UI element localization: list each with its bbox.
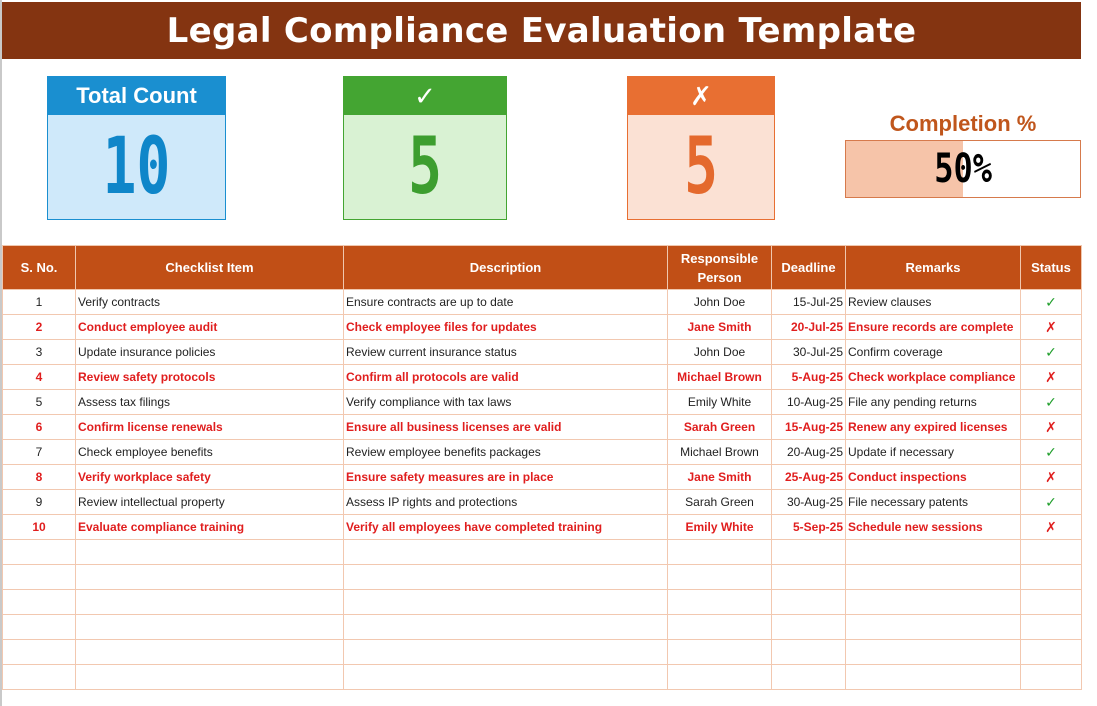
- table-row: [3, 515, 1082, 540]
- check-icon: ✓: [1045, 443, 1057, 460]
- empty-row: [3, 590, 1082, 615]
- empty-cell[interactable]: [76, 640, 344, 665]
- cell-status[interactable]: [1021, 290, 1082, 315]
- pending-count-value: 5: [684, 122, 718, 212]
- empty-cell[interactable]: [772, 540, 846, 565]
- cell-status[interactable]: [1021, 340, 1082, 365]
- empty-cell[interactable]: [846, 640, 1021, 665]
- table-row: [3, 365, 1082, 390]
- cell-responsible-person[interactable]: Jane Smith: [668, 465, 772, 490]
- empty-cell[interactable]: [3, 640, 76, 665]
- cell-status[interactable]: [1021, 490, 1082, 515]
- cross-icon: ✗: [1045, 418, 1057, 435]
- empty-cell[interactable]: [3, 590, 76, 615]
- cell-description[interactable]: Confirm all protocols are valid: [344, 365, 668, 390]
- cell-sno[interactable]: 6: [3, 415, 76, 440]
- cell-checklist-item[interactable]: Review safety protocols: [76, 365, 344, 390]
- empty-cell[interactable]: [1021, 540, 1082, 565]
- pending-count-card: [627, 76, 775, 220]
- header-responsible-person[interactable]: Responsible Person: [668, 246, 772, 290]
- cell-status[interactable]: [1021, 365, 1082, 390]
- cross-icon: ✗: [1045, 318, 1057, 335]
- table-row: [3, 315, 1082, 340]
- empty-cell[interactable]: [846, 565, 1021, 590]
- empty-row: [3, 615, 1082, 640]
- cell-sno[interactable]: 1: [3, 290, 76, 315]
- empty-cell[interactable]: [668, 665, 772, 690]
- cell-description[interactable]: Ensure safety measures are in place: [344, 465, 668, 490]
- cell-responsible-person[interactable]: Emily White: [668, 515, 772, 540]
- completed-count-card: [343, 76, 507, 220]
- table-row: [3, 465, 1082, 490]
- empty-cell[interactable]: [344, 590, 668, 615]
- cell-status[interactable]: [1021, 315, 1082, 340]
- cell-description[interactable]: Verify all employees have completed training: [344, 515, 668, 540]
- empty-cell[interactable]: [344, 540, 668, 565]
- cell-checklist-item[interactable]: Verify workplace safety: [76, 465, 344, 490]
- table-row: [3, 490, 1082, 515]
- empty-cell[interactable]: [772, 665, 846, 690]
- empty-cell[interactable]: [772, 590, 846, 615]
- empty-row: [3, 640, 1082, 665]
- empty-row: [3, 665, 1082, 690]
- check-icon: ✓: [1045, 393, 1057, 410]
- empty-cell[interactable]: [1021, 565, 1082, 590]
- cell-sno[interactable]: 8: [3, 465, 76, 490]
- table-row: [3, 340, 1082, 365]
- cell-checklist-item[interactable]: Verify contracts: [76, 290, 344, 315]
- empty-cell[interactable]: [772, 565, 846, 590]
- cell-deadline[interactable]: 5-Aug-25: [772, 365, 846, 390]
- empty-cell[interactable]: [3, 540, 76, 565]
- cell-checklist-item[interactable]: Review intellectual property: [76, 490, 344, 515]
- page-title: Legal Compliance Evaluation Template: [2, 2, 1081, 59]
- cell-remarks[interactable]: Schedule new sessions: [846, 515, 1021, 540]
- empty-cell[interactable]: [76, 665, 344, 690]
- empty-cell[interactable]: [1021, 665, 1082, 690]
- cell-description[interactable]: Review current insurance status: [344, 340, 668, 365]
- empty-cell[interactable]: [668, 590, 772, 615]
- cell-status[interactable]: [1021, 465, 1082, 490]
- cell-responsible-person[interactable]: Sarah Green: [668, 415, 772, 440]
- cell-deadline[interactable]: 20-Jul-25: [772, 315, 846, 340]
- cell-description[interactable]: Ensure all business licenses are valid: [344, 415, 668, 440]
- cell-status[interactable]: [1021, 440, 1082, 465]
- cell-checklist-item[interactable]: Update insurance policies: [76, 340, 344, 365]
- cell-description[interactable]: Verify compliance with tax laws: [344, 390, 668, 415]
- cross-icon: ✗: [628, 77, 774, 115]
- empty-cell[interactable]: [668, 565, 772, 590]
- empty-cell[interactable]: [344, 640, 668, 665]
- completion-progress-bar: [845, 140, 1081, 198]
- cell-remarks[interactable]: Update if necessary: [846, 440, 1021, 465]
- cell-description[interactable]: Check employee files for updates: [344, 315, 668, 340]
- cell-deadline[interactable]: 10-Aug-25: [772, 390, 846, 415]
- cell-sno[interactable]: 10: [3, 515, 76, 540]
- empty-row: [3, 540, 1082, 565]
- cell-status[interactable]: [1021, 390, 1082, 415]
- total-count-value: 10: [102, 122, 171, 212]
- cell-sno[interactable]: 2: [3, 315, 76, 340]
- cell-remarks[interactable]: File any pending returns: [846, 390, 1021, 415]
- empty-cell[interactable]: [668, 540, 772, 565]
- header-sno[interactable]: S. No.: [3, 246, 76, 290]
- cell-checklist-item[interactable]: Check employee benefits: [76, 440, 344, 465]
- cell-deadline[interactable]: 15-Aug-25: [772, 415, 846, 440]
- table-row: [3, 415, 1082, 440]
- cell-remarks[interactable]: Conduct inspections: [846, 465, 1021, 490]
- cell-responsible-person[interactable]: Michael Brown: [668, 365, 772, 390]
- empty-cell[interactable]: [344, 615, 668, 640]
- cell-checklist-item[interactable]: Assess tax filings: [76, 390, 344, 415]
- empty-row: [3, 565, 1082, 590]
- checklist-table: [2, 245, 1082, 690]
- cell-deadline[interactable]: 5-Sep-25: [772, 515, 846, 540]
- cell-responsible-person[interactable]: John Doe: [668, 290, 772, 315]
- header-checklist-item[interactable]: Checklist Item: [76, 246, 344, 290]
- empty-cell[interactable]: [772, 640, 846, 665]
- check-icon: ✓: [344, 77, 506, 115]
- cell-checklist-item[interactable]: Confirm license renewals: [76, 415, 344, 440]
- cell-remarks[interactable]: Review clauses: [846, 290, 1021, 315]
- cell-remarks[interactable]: Renew any expired licenses: [846, 415, 1021, 440]
- cell-deadline[interactable]: 20-Aug-25: [772, 440, 846, 465]
- cell-deadline[interactable]: 30-Aug-25: [772, 490, 846, 515]
- cell-deadline[interactable]: 15-Jul-25: [772, 290, 846, 315]
- cell-sno[interactable]: 9: [3, 490, 76, 515]
- empty-cell[interactable]: [1021, 590, 1082, 615]
- cell-remarks[interactable]: Check workplace compliance: [846, 365, 1021, 390]
- table-row: [3, 290, 1082, 315]
- table-row: [3, 440, 1082, 465]
- empty-cell[interactable]: [772, 615, 846, 640]
- cell-responsible-person[interactable]: Michael Brown: [668, 440, 772, 465]
- table-row: [3, 390, 1082, 415]
- empty-cell[interactable]: [668, 640, 772, 665]
- cell-remarks[interactable]: Ensure records are complete: [846, 315, 1021, 340]
- total-count-card: [47, 76, 226, 220]
- cell-sno[interactable]: 3: [3, 340, 76, 365]
- cell-checklist-item[interactable]: Evaluate compliance training: [76, 515, 344, 540]
- cell-remarks[interactable]: Confirm coverage: [846, 340, 1021, 365]
- empty-cell[interactable]: [846, 665, 1021, 690]
- check-icon: ✓: [1045, 293, 1057, 310]
- total-count-label: Total Count: [48, 77, 225, 115]
- empty-cell[interactable]: [846, 590, 1021, 615]
- cell-sno[interactable]: 7: [3, 440, 76, 465]
- cell-deadline[interactable]: 30-Jul-25: [772, 340, 846, 365]
- check-icon: ✓: [1045, 343, 1057, 360]
- cross-icon: ✗: [1045, 368, 1057, 385]
- empty-cell[interactable]: [1021, 640, 1082, 665]
- empty-cell[interactable]: [344, 665, 668, 690]
- cell-deadline[interactable]: 25-Aug-25: [772, 465, 846, 490]
- cell-description[interactable]: Ensure contracts are up to date: [344, 290, 668, 315]
- cell-description[interactable]: Assess IP rights and protections: [344, 490, 668, 515]
- empty-cell[interactable]: [76, 540, 344, 565]
- completion-label: Completion %: [889, 111, 1037, 136]
- cell-description[interactable]: Review employee benefits packages: [344, 440, 668, 465]
- table-body: [3, 290, 1082, 690]
- header-remarks[interactable]: Remarks: [846, 246, 1021, 290]
- empty-cell[interactable]: [76, 590, 344, 615]
- cell-sno[interactable]: 5: [3, 390, 76, 415]
- cross-icon: ✗: [1045, 468, 1057, 485]
- empty-cell[interactable]: [1021, 615, 1082, 640]
- completion-value: 50%: [934, 146, 992, 192]
- empty-cell[interactable]: [846, 615, 1021, 640]
- empty-cell[interactable]: [344, 565, 668, 590]
- cell-responsible-person[interactable]: Jane Smith: [668, 315, 772, 340]
- cell-status[interactable]: [1021, 515, 1082, 540]
- check-icon: ✓: [1045, 493, 1057, 510]
- completed-count-value: 5: [408, 122, 442, 212]
- empty-cell[interactable]: [3, 565, 76, 590]
- header-description[interactable]: Description: [344, 246, 668, 290]
- header-deadline[interactable]: Deadline: [772, 246, 846, 290]
- cell-responsible-person[interactable]: Sarah Green: [668, 490, 772, 515]
- cell-responsible-person[interactable]: Emily White: [668, 390, 772, 415]
- empty-cell[interactable]: [76, 565, 344, 590]
- cell-checklist-item[interactable]: Conduct employee audit: [76, 315, 344, 340]
- cross-icon: ✗: [1045, 518, 1057, 535]
- cell-responsible-person[interactable]: John Doe: [668, 340, 772, 365]
- cell-status[interactable]: [1021, 415, 1082, 440]
- empty-cell[interactable]: [3, 665, 76, 690]
- empty-cell[interactable]: [668, 615, 772, 640]
- cell-remarks[interactable]: File necessary patents: [846, 490, 1021, 515]
- empty-cell[interactable]: [76, 615, 344, 640]
- cell-sno[interactable]: 4: [3, 365, 76, 390]
- header-status[interactable]: Status: [1021, 246, 1082, 290]
- empty-cell[interactable]: [846, 540, 1021, 565]
- table-header-row: [3, 246, 1082, 290]
- empty-cell[interactable]: [3, 615, 76, 640]
